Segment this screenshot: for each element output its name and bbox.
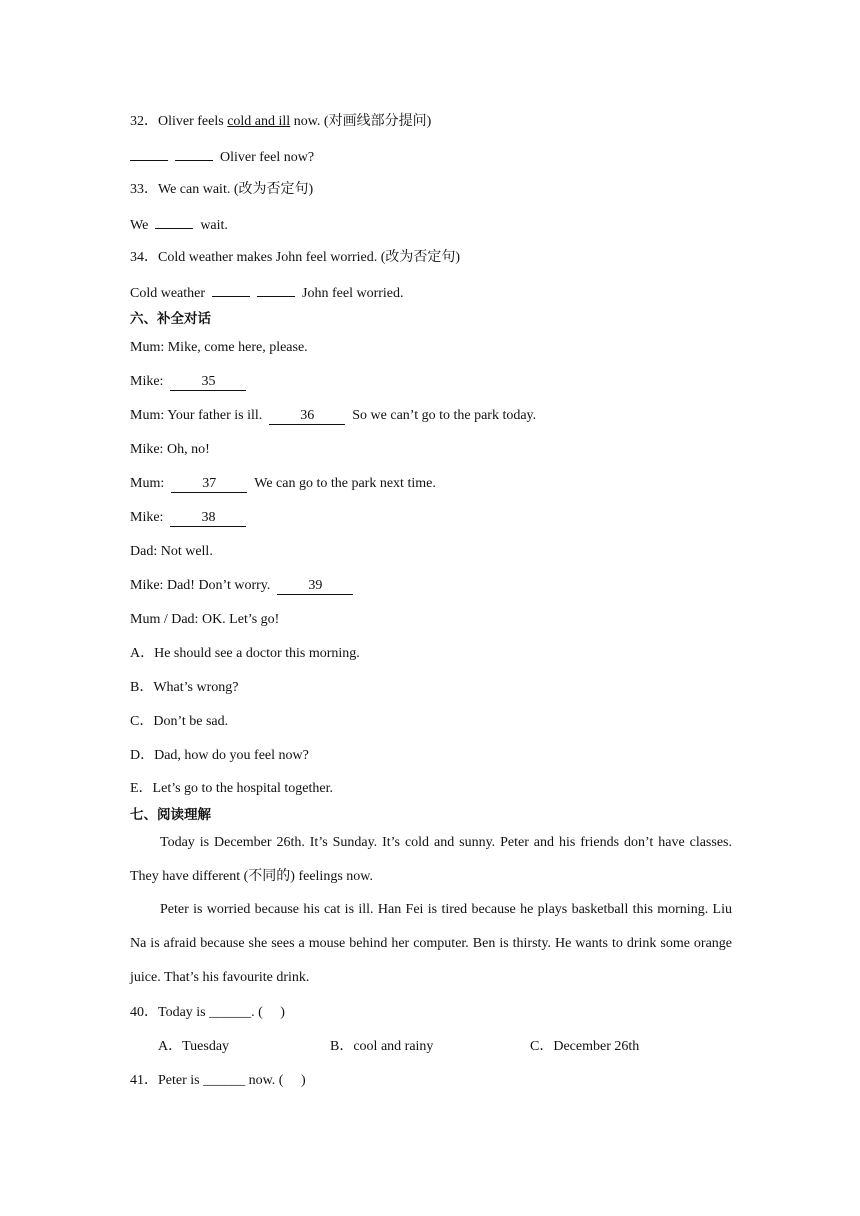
- numbered-blank[interactable]: 36: [269, 408, 345, 425]
- answer-blank[interactable]: [212, 282, 250, 297]
- dialogue-line: [130, 338, 308, 358]
- question-text-pre: Oliver feels: [158, 114, 228, 129]
- dialogue-text: Dad! Don’t worry.: [166, 578, 271, 593]
- dialogue-line: [130, 508, 246, 528]
- dialogue-line: [130, 474, 436, 494]
- answer-tail: Oliver feel now?: [220, 150, 315, 165]
- option-d: D．Dad, how do you feel now?: [130, 748, 309, 763]
- dialogue-text: Not well.: [160, 544, 213, 559]
- question-34: [130, 248, 460, 268]
- question-32: [130, 112, 431, 132]
- dialogue-text: Your father is ill.: [167, 408, 263, 423]
- option-c: C．Don’t be sad.: [130, 714, 229, 729]
- speaker: Mike:: [130, 510, 164, 525]
- answer-line-34: [130, 282, 404, 304]
- q40-option-c[interactable]: C．December 26th: [530, 1039, 640, 1054]
- numbered-blank[interactable]: 39: [277, 578, 353, 595]
- q40-option-a[interactable]: A．Tuesday: [158, 1039, 230, 1054]
- answer-line-33: [130, 214, 228, 236]
- q40-option-b[interactable]: B．cool and rainy: [330, 1039, 434, 1054]
- answer-blank[interactable]: [257, 282, 295, 297]
- question-number: 34．: [130, 250, 158, 265]
- answer-blank[interactable]: [155, 214, 193, 229]
- option-b: B．What’s wrong?: [130, 680, 239, 695]
- reading-paragraph-2: Peter is worried because his cat is ill. Han Fei is tired because he plays basketball this morning. Liu Na is afraid because she sees a mouse behind her computer. Ben is thirsty. He wants to drink some orange juice. That’s his favourite drink.: [130, 902, 732, 985]
- reading-paragraph-1: Today is December 26th. It’s Sunday. It’s cold and sunny. Peter and his friends don’t have classes. They have different (不同的) feelings now.: [130, 835, 732, 884]
- numbered-blank[interactable]: 38: [170, 510, 246, 527]
- question-number: 33．: [130, 182, 158, 197]
- speaker: Dad:: [130, 544, 158, 559]
- question-40: 40．Today is ______. ( ): [130, 1005, 285, 1020]
- question-33: [130, 180, 313, 200]
- dialogue-text: Oh, no!: [166, 442, 210, 457]
- speaker: Mike:: [130, 442, 164, 457]
- question-number: 32．: [130, 114, 158, 129]
- dialogue-line: [130, 610, 279, 630]
- answer-line-32: [130, 146, 314, 168]
- numbered-blank[interactable]: 35: [170, 374, 246, 391]
- section-heading-reading: 七、阅读理解: [130, 807, 211, 823]
- speaker: Mike:: [130, 374, 164, 389]
- option-a: A．He should see a doctor this morning.: [130, 646, 360, 661]
- speaker: Mike:: [130, 578, 164, 593]
- numbered-blank[interactable]: 37: [171, 476, 247, 493]
- option-e: E．Let’s go to the hospital together.: [130, 781, 333, 796]
- answer-blank[interactable]: [175, 146, 213, 161]
- speaker: Mum:: [130, 408, 165, 423]
- question-41: 41．Peter is ______ now. ( ): [130, 1073, 306, 1088]
- question-text: We can wait. (改为否定句): [158, 182, 314, 197]
- answer-post: John feel worried.: [302, 286, 404, 301]
- answer-pre: Cold weather: [130, 286, 206, 301]
- dialogue-line: [130, 372, 246, 392]
- dialogue-line: [130, 576, 353, 596]
- underlined-phrase: cold and ill: [227, 114, 291, 129]
- speaker: Mum:: [130, 340, 165, 355]
- dialogue-text: Mike, come here, please.: [167, 340, 308, 355]
- dialogue-line: [130, 440, 210, 460]
- answer-blank[interactable]: [130, 146, 168, 161]
- answer-post: wait.: [200, 218, 228, 233]
- dialogue-text: We can go to the park next time.: [254, 476, 436, 491]
- question-text: Cold weather makes John feel worried. (改为否定句): [158, 250, 461, 265]
- dialogue-line: [130, 406, 536, 426]
- question-text-post: now. (对画线部分提问): [290, 114, 432, 129]
- speaker: Mum:: [130, 476, 165, 491]
- section-heading-dialogue: 六、补全对话: [130, 311, 211, 327]
- dialogue-text: OK. Let’s go!: [201, 612, 280, 627]
- answer-pre: We: [130, 218, 149, 233]
- dialogue-text: So we can’t go to the park today.: [352, 408, 537, 423]
- dialogue-line: [130, 542, 213, 562]
- speaker: Mum / Dad:: [130, 612, 199, 627]
